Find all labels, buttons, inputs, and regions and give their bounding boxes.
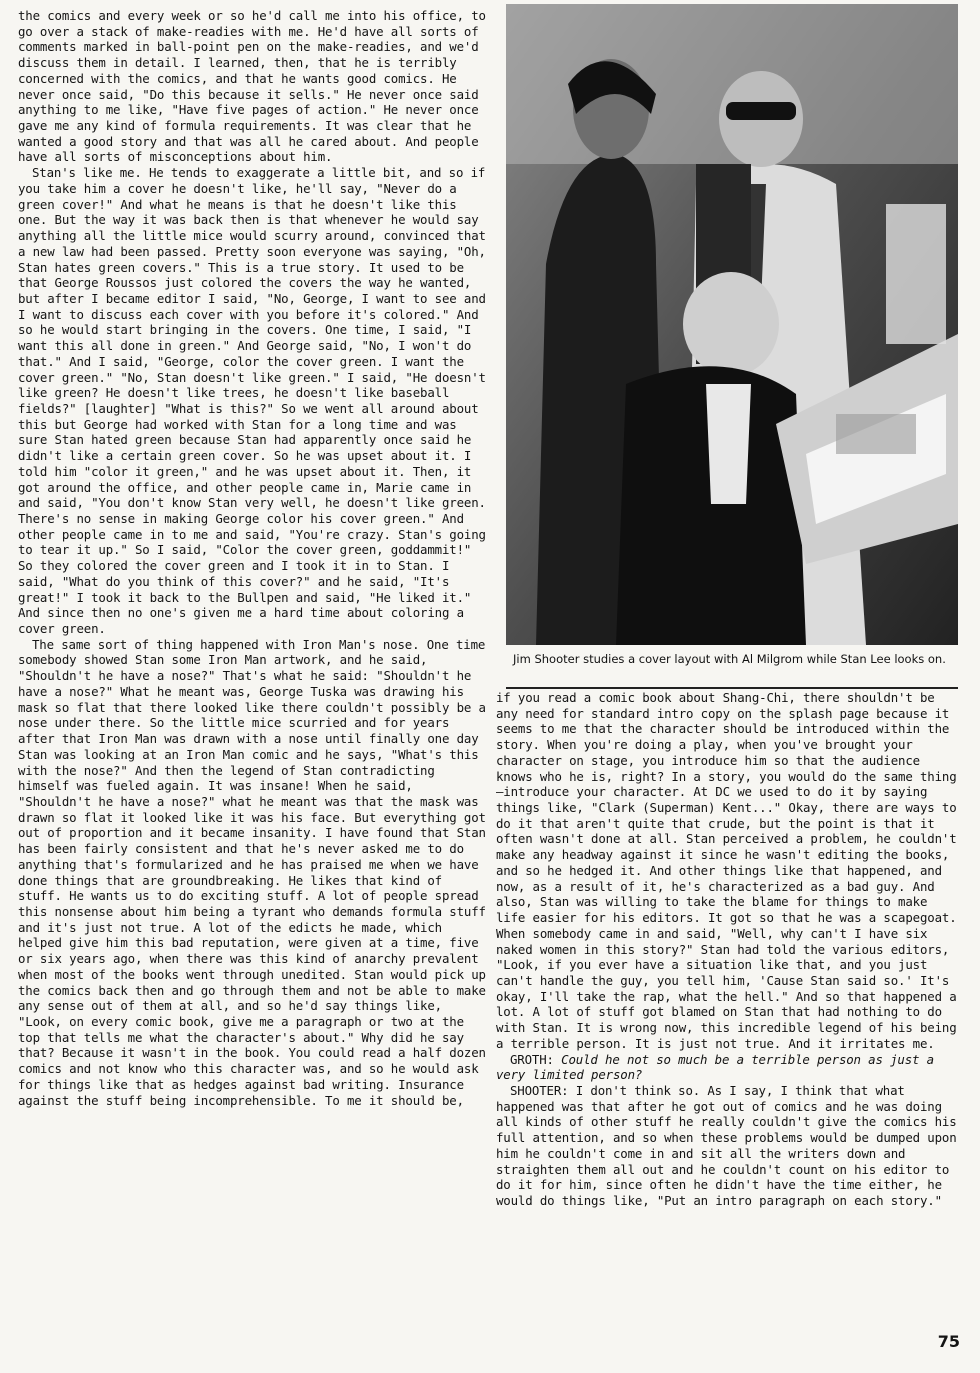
article-paragraph: Stan's like me. He tends to exaggerate a little bit, and so if you take him a cover he doesn't like, he'll say, "Never do a green cover!" And what he means is that he doesn't like this one. But the way it was back then is that whenever he would say anything all the little mice would scurry around, convinced that a new law had been passed. Pretty soon everyone was saying, "Oh, Stan hates green covers." This is a true story. It used to be that George Roussos just colored the covers the way he wanted, but after I became editor I said, "No, George, I want to see and I want to discuss each cover with you before it's colored." And so he would start bringing in the covers. One time, I said, "I want this all done in green." And George said, "No, I won't do that." And I said, "George, color the cover green. I want the cover green." "No, Stan doesn't like green." I said, "He doesn't like green? He doesn't like trees, he doesn't like baseball fields?" [laughter] "What is this?" So we went all around about this but George had worked with Stan for a long time and was sure Stan hated green because Stan had apparently once said he didn't like a certain green cover. So he was upset about it. I told him "color it green," and he was upset about it. Then, it got around the office, and other people came in, Marie came in and said, "You don't know Stan very well, he doesn't like green. There's no sense in making George color his cover green." And other people came in to me and said, "You're crazy. Stan's going to tear it up." So I said, "Color the cover green, goddammit!" So they colored the cover green and I took it in to Stan. I said, "What do you think of this cover?" and he said, "It's great!" I took it back to the Bullpen and said, "He liked it." And since then no one's given me a hard time about coloring a cover green.	[18, 165, 486, 637]
article-paragraph: the comics and every week or so he'd call me into his office, to go over a stack of make-readies with me. He'd have all sorts of comments marked in ball-point pen on the make-readies, and we'd discuss them in detail. I learned, then, that he is terribly concerned with the comics, and that he wants good comics. He never once said, "Do this because it sells." He never once said anything to me like, "Have five pages of action." He never once gave me any kind of formula requirements. It was clear that he wanted a good story and that was all he cared about. And people have all sorts of misconceptions about him.	[18, 8, 486, 165]
article-paragraph: The same sort of thing happened with Iron Man's nose. One time somebody showed Stan some Iron Man artwork, and he said, "Shouldn't he have a nose?" That's what he said: "Shouldn't he have a nose?" What he meant was, George Tuska was drawing his mask so flat that there looked like there couldn't possibly be a nose under there. So the little mice scurried and for years after that Iron Man was drawn with a nose until finally one day Stan was looking at an Iron Man comic and he says, "What's this with the nose?" And then the legend of Stan contradicting himself was fueled again. It was insane! When he said, "Shouldn't he have a nose?" what he meant was that the mask was drawn so flat it looked like it was his face. But everything got out of proportion and it became insanity. I have found that Stan has been fairly consistent and that he's never asked me to do anything that's formularized and he has praised me when we have done things that are groundbreaking. He likes that kind of stuff. He wants us to do exciting stuff. A lot of people spread this nonsense about him being a tyrant who demands formula stuff and it's just not true. A lot of the edicts he made, which helped give him this bad reputation, were given at a time, five or six years ago, when there was this kind of anarchy prevalent when most of the books went through unedited. Stan would pick up the comics back then and go through them and not be able to make any sense out of them at all, and so he'd say things like, "Look, on every comic book, give me a paragraph or two at the top that tells me what the character's about." Why did he say that? Because it wasn't in the book. You could read a half dozen comics and not know who this character was, and so he would ask for things like that as hedges against bad writing. Insurance against the stuff being incomprehensible. To me it should be,	[18, 636, 486, 1108]
caption-divider	[506, 687, 958, 689]
article-paragraph: if you read a comic book about Shang-Chi, there shouldn't be any need for standard intro copy on the splash page because it seems to me that the character should be introduced within the story. When you're doing a play, when you've brought your character on stage, you introduce him so that the audience knows who he is, right? In a story, you would do the same thing—introduce your character. At DC we used to do it by saying things like, "Clark (Superman) Kent..." Okay, there are ways to do it that aren't quite that crude, but the point is that it often wasn't done at all. Stan perceived a problem, he couldn't make any headway against it since he wasn't editing the books, and so he hedged it. And other things like that happened, and now, as a result of it, he's characterized as a bad guy. And also, Stan was willing to take the blame for things to make life easier for his editors. It got so that he was a scapegoat. When somebody came in and said, "Well, why can't I have six naked women in this story?" Stan had told the various editors, "Look, if you ever have a situation like that, and you just can't handle the guy, you tell him, 'Cause Stan said so.' It's okay, I'll take the rap, what the hell." And so that happened a lot. A lot of stuff got blamed on Stan that had nothing to do with Stan. It is wrong now, this incredible legend of his being a terrible person. It is just not true. And it irritates me.	[496, 690, 957, 1051]
interview-answer	[496, 1083, 958, 1209]
speaker-label: GROTH:	[510, 1051, 554, 1067]
question-text: Could he not so much be a terrible person as just a very limited person?	[496, 1051, 934, 1083]
interview-question	[496, 1052, 958, 1083]
speaker-label: SHOOTER:	[510, 1082, 569, 1098]
page-number: 75	[937, 1332, 960, 1351]
article-left-column	[18, 8, 486, 1108]
photo-caption: Jim Shooter studies a cover layout with Al Milgrom while Stan Lee looks on.	[513, 652, 946, 666]
answer-text: I don't think so. As I say, I think that what happened was that after he got out of comics and he was doing all kinds of other stuff he really couldn't give the comics his full attention, and so when these problems would be dumped upon him he couldn't come in and sit all the writers down and straighten them all out and he couldn't count on his editor to do it for him, since often he didn't have the time either, he would do things like, "Put an intro paragraph on each story."	[496, 1082, 957, 1208]
photo-illustration	[506, 4, 958, 645]
article-right-column	[496, 690, 958, 1209]
article-photo	[506, 4, 958, 645]
